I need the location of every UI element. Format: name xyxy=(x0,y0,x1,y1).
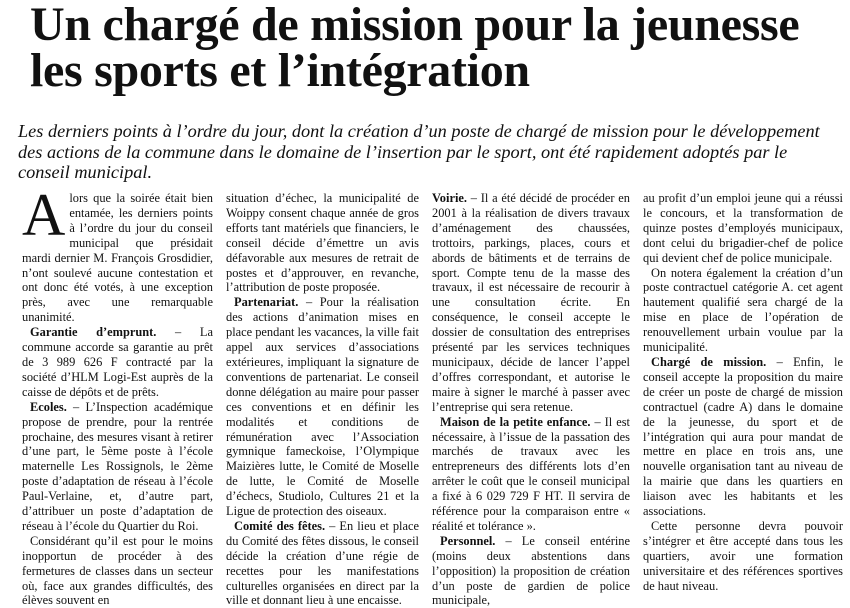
considerant-paragraph: Considérant qu’il est pour le moins inopportun de procéder à des fermetures de classes dans un secteur où, face aux grandes difficultés, des élèves souvent en xyxy=(22,533,213,608)
column-4 xyxy=(643,191,843,593)
garantie-paragraph xyxy=(22,325,213,400)
column-2 xyxy=(226,191,419,608)
garantie-heading: Garantie d’emprunt. xyxy=(30,325,157,340)
intro-text: lors que la soirée était bien entamée, les derniers points à l’ordre du jour du conseil municipal que présidait mardi dernier M. François Grosdidier, n’ont soulevé aucune contestation et ont donc été votés, à une exception près, avec une remarquable unanimité. xyxy=(22,191,213,325)
partenariat-text: – Pour la réalisation des actions d’animation mises en place pendant les vacances, la ville fait appel aux services d’associations extérieures, impliquant la signature de conventions de partenariat. Le conseil donne délégation au maire pour passer ces conventions et en définir les modalités et conditions de rémunération avec l’Association gymnique fameckoise, l’Olympique Maizières lutte, le Comité de Moselle de lutte, le Comité de Moselle d’échecs, Studiolo, Cultures 21 et la Ligue de protection des oiseaux. xyxy=(226,295,419,519)
voirie-text: – Il a été décidé de procéder en 2001 à la réalisation de divers travaux d’aménagement des chaussées, trottoirs, parkings, places, cours et abords de bâtiments et de terrains de sport. Compte tenu de la masse des travaux, il est nécessaire de recourir à une consultation écrite. En conséquence, le conseil accepte le dossier de consultation des entreprises présenté par les services techniques municipaux, décide de lancer l’appel d’offres correspondant, et autorise le maire à signer le marché à passer avec l’entreprise qui sera retenue. xyxy=(432,191,630,414)
enfance-heading: Maison de la petite enfance. xyxy=(440,414,591,429)
charge-text: – Enfin, le conseil accepte la proposition du maire de créer un poste de chargé de mission contractuel (cadre A) dans le domaine de la jeunesse, du sport et de l’intégration qui aura pour mandat de mettre en place en trois ans, une nouvelle organisation tant au niveau de la mairie que dans les quartiers en liaison avec les habitants et les associations. xyxy=(643,354,843,519)
note-paragraph: On notera également la création d’un poste contractuel catégorie A. cet agent hautement qualifié sera chargé de la mise en place de l’opération de renouvellement urbain voulue par la municipalité. xyxy=(643,265,843,355)
fetes-text: – En lieu et place du Comité des fêtes dissous, le conseil décide la création d’une régie de recettes pour les manifestations culturelles organisées en direct par la ville et donnant lieu à une encaisse. xyxy=(226,518,419,608)
headline xyxy=(30,0,845,97)
ecoles-heading: Ecoles. xyxy=(30,399,67,414)
fetes-heading: Comité des fêtes. xyxy=(234,518,326,533)
fetes-paragraph xyxy=(226,519,419,608)
voirie-heading: Voirie. xyxy=(432,191,467,205)
garantie-text: – La commune accorde sa garantie au prêt de 3 989 626 F contracté par la société d’HLM Logi-Est auprès de la caisse de dépôts et de prêts. xyxy=(22,325,213,399)
final-paragraph: Cette personne devra pouvoir s’intégrer et être accepté dans tous les quartiers, avoir une formation universitaire et des références sportives de haut niveau. xyxy=(643,518,843,593)
headline-line-2: les sports et l’intégration xyxy=(30,44,530,97)
personnel-heading: Personnel. xyxy=(440,533,496,548)
article-body xyxy=(22,182,844,608)
voirie-paragraph xyxy=(432,191,630,415)
ecoles-paragraph xyxy=(22,400,213,534)
col2-continuation: situation d’échec, la municipalité de Woippy consent chaque année de gros efforts tant matériels que financiers, le conseil décide d’émettre un avis défavorable aux mesures de retrait de postes et d’approuver, en revanche, l’attribution de poste proposée. xyxy=(226,191,419,295)
enfance-paragraph xyxy=(432,415,630,534)
charge-heading: Chargé de mission. xyxy=(651,354,767,369)
ecoles-text: – L’Inspection académique propose de prendre, pour la rentrée prochaine, des mesures visant à retirer d’une part, le 5ème poste à l’école maternelle Les Rossignols, le 2ème poste d’adaptation de réseau à l’école Paul-Verlaine, et, d’autre part, d’attribuer un poste d’adaptation de réseau à l’école du Quartier du Roi. xyxy=(22,399,213,533)
partenariat-heading: Partenariat. xyxy=(234,295,299,310)
personnel-text: – Le conseil entérine (moins deux abstentions dans l’opposition) la proposition de création d’un poste de gardien de police municipale, xyxy=(432,533,630,608)
column-3 xyxy=(432,191,630,608)
personnel-paragraph xyxy=(432,534,630,608)
charge-paragraph xyxy=(643,355,843,519)
enfance-text: – Il est nécessaire, à l’issue de la passation des marchés de travaux avec les entrepreneurs des différents lots d’en arrêter le coût que le conseil municipal a fixé à 6 029 729 F HT. Il servira de référence pour la comparaison entre « réalité et tolérance ». xyxy=(432,414,630,533)
partenariat-paragraph xyxy=(226,295,419,519)
column-1 xyxy=(22,182,213,608)
headline-line-1: Un chargé de mission pour la jeunesse xyxy=(30,0,800,51)
lede-paragraph: Les derniers points à l’ordre du jour, dont la création d’un poste de chargé de mission pour le développement des actions de la commune dans le domaine de l’insertion par le sport, ont été rapidement adoptés par le conseil municipal. xyxy=(18,121,820,182)
col4-continuation: au profit d’un emploi jeune qui a réussi le concours, et la transformation de quinze postes d’employés municipaux, dont celui du brigadier-chef de police qui devient chef de police municipale. xyxy=(643,191,843,265)
intro-paragraph xyxy=(22,182,213,325)
drop-cap: A xyxy=(22,182,66,248)
